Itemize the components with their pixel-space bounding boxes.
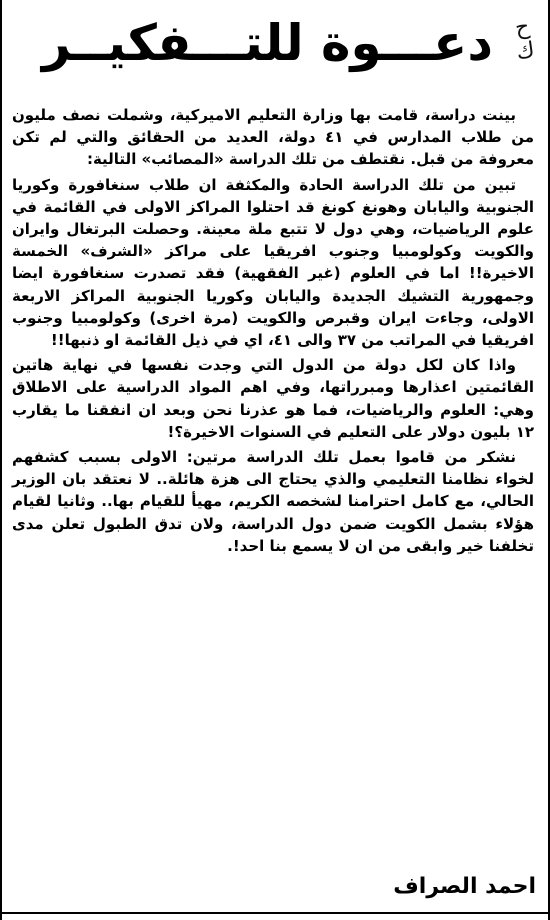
article-headline: دعـــوة للتـــفكيــر — [42, 14, 493, 72]
article-paragraph-2: تبين من تلك الدراسة الحادة والمكثفة ان طلاب سنغافورة وكوريا الجنوبية واليابان وهونغ كونغ قد احتلوا المراكز الاولى في القائمة في علوم الرياضيات، وهي دول لا تتبع ملة معينة. وحصلت البرتغال وايران والكويت وكولومبيا وجنوب افريقيا على مراكز «الشرف» الخمسة الاخيرة!! اما في العلوم (غير الفقهية) فقد تصدرت سنغافورة ايضا وجمهورية التشيك الجديدة واليابان وكوريا الجنوبية المراكز الاربعة الاولى، وجاءت ايران وقبرص والكويت (مرة اخرى) وكولومبيا وجنوب افريقيا في المراتب من ٣٧ والى ٤١، اي في ذيل القائمة او ذنبها!! — [12, 175, 534, 350]
bottom-rule — [2, 912, 548, 914]
headline-row — [2, 10, 548, 80]
article-paragraph-4: نشكر من قاموا بعمل تلك الدراسة مرتين: الاولى بسبب كشفهم لخواء نظامنا التعليمي والذي يحتاج الى هزة هائلة.. لا نعتقد بان الوزير الحالي، مع كامل احترامنا لشخصه الكريم، مهيأ للقيام بها.. وثانيا لقيام هؤلاء بشمل الكويت ضمن دول الدراسة، ولان تدق الطبول تعلن مدى تخلفنا خير وابقى من ان لا يسمع بنا احد!. — [12, 448, 534, 555]
author-byline: احمد الصراف — [393, 874, 536, 899]
article-paragraph-1: بينت دراسة، قامت بها وزارة التعليم الاميركية، وشملت نصف مليون من طلاب المدارس في ٤١ دولة، العديد من الحقائق والتي لم تكن معروفة من قبل. نقتطف من تلك الدراسة «المصائب» التالية: — [12, 106, 534, 169]
handwritten-margin-note: ح ك — [513, 14, 537, 66]
article-paragraph-3: واذا كان لكل دولة من الدول التي وجدت نفسها في نهاية هاتين القائمتين اعذارها ومبرراتها، وفي اهم المواد الدراسية على الاطلاق وهي: العلوم والرياضيات، فما هو عذرنا نحن وبعد ان انفقنا ما يقارب ١٢ بليون دولار على التعليم في السنوات الاخيرة؟! — [12, 356, 534, 441]
article-body — [12, 104, 534, 560]
